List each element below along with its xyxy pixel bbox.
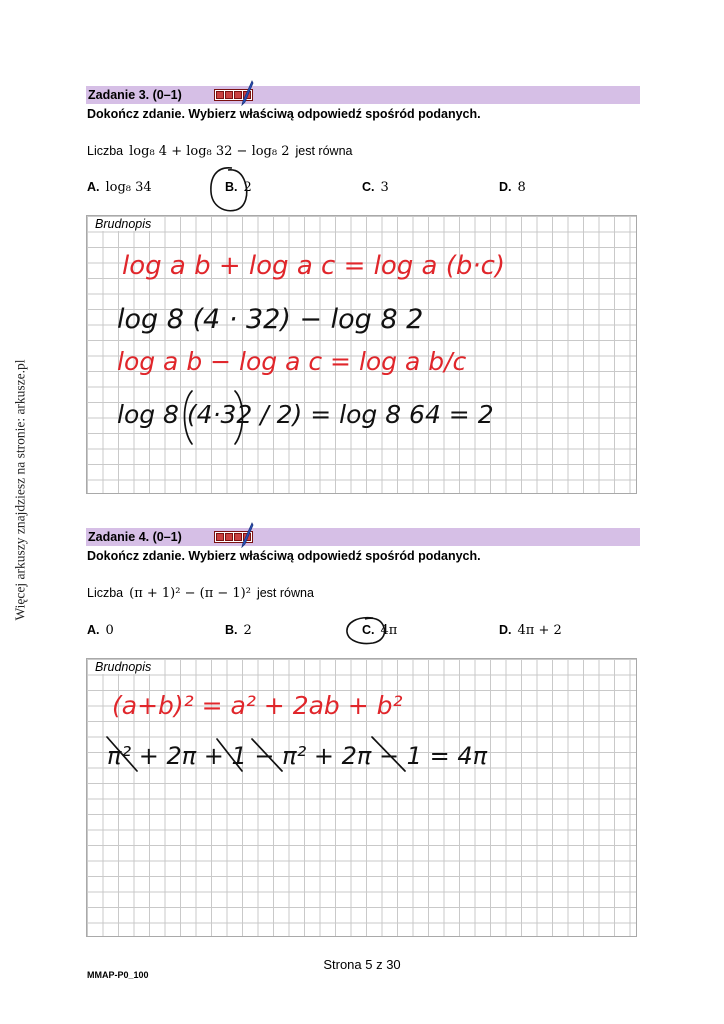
task4-question-suffix: jest równa (256, 586, 314, 600)
t4-hw-line2: π² + 2π + 1 − π² + 2π − 1 = 4π (107, 742, 488, 770)
task4-scratch-grid (86, 658, 637, 937)
task3-question-math: log₈ 4 + log₈ 32 − log₈ 2 (129, 144, 290, 159)
side-note-text: Więcej arkuszy znajdziesz na stronie: arkusze.pl (13, 359, 28, 621)
answer-value: 0 (105, 623, 114, 638)
task4-answer-a[interactable] (87, 623, 114, 638)
answer-value: 2 (243, 623, 252, 638)
task3-question-suffix: jest równa (295, 144, 353, 158)
task3-handwriting (87, 216, 638, 495)
answer-value: 3 (380, 180, 389, 195)
task4-pen-icon (240, 522, 254, 548)
answer-value: log₈ 34 (105, 180, 152, 195)
t3-hw-line2: log 8 (4 · 32) − log 8 2 (117, 304, 424, 335)
t3-hw-line1: log a b + log a c = log a (b·c) (122, 251, 506, 281)
task3-scratch-label: Brudnopis (95, 217, 152, 231)
answer-value: 4π (380, 623, 398, 638)
task4-scratch-label: Brudnopis (95, 660, 152, 674)
task3-answer-a[interactable] (87, 180, 152, 195)
answer-letter: D. (499, 180, 512, 194)
task3-question-prefix: Liczba (87, 144, 124, 158)
exam-code: MMAP-P0_100 (87, 970, 149, 980)
task4-header-bar (86, 528, 640, 546)
task4-answer-circle-mark (343, 614, 389, 648)
answer-letter: C. (362, 623, 375, 637)
t3-hw-line3: log a b − log a c = log a b/c (117, 347, 467, 376)
side-watermark-note (6, 300, 36, 680)
t3-hw-line4: log 8 (4·32 / 2) = log 8 64 = 2 (117, 400, 494, 429)
task4-answer-b[interactable] (225, 623, 252, 638)
task3-answer-c[interactable] (362, 180, 389, 195)
answer-letter: C. (362, 180, 375, 194)
task3-instruction: Dokończ zdanie. Wybierz właściwą odpowiedź spośród podanych. (87, 107, 481, 121)
task3-question (87, 144, 352, 159)
task3-answer-d[interactable] (499, 180, 526, 195)
answer-letter: B. (225, 180, 238, 194)
task4-title: Zadanie 4. (0–1) (88, 530, 182, 544)
task4-question-prefix: Liczba (87, 586, 124, 600)
task4-question (87, 586, 314, 601)
answer-value: 4π + 2 (517, 623, 562, 638)
answer-letter: A. (87, 623, 100, 637)
task4-instruction: Dokończ zdanie. Wybierz właściwą odpowiedź spośród podanych. (87, 549, 481, 563)
task4-answer-d[interactable] (499, 623, 562, 638)
task4-question-math: (π + 1)² − (π − 1)² (129, 586, 251, 601)
task4-handwriting (87, 659, 638, 938)
task3-title: Zadanie 3. (0–1) (88, 88, 182, 102)
task3-scratch-grid (86, 215, 637, 494)
t4-hw-line1: (a+b)² = a² + 2ab + b² (112, 691, 403, 720)
answer-value: 8 (517, 180, 526, 195)
task3-header-bar (86, 86, 640, 104)
task3-answer-circle-mark (208, 164, 250, 216)
answer-letter: D. (499, 623, 512, 637)
answer-letter: A. (87, 180, 100, 194)
task3-pen-icon (240, 80, 254, 106)
answer-value: 2 (243, 180, 252, 195)
page-number: Strona 5 z 30 (323, 957, 401, 972)
answer-letter: B. (225, 623, 238, 637)
